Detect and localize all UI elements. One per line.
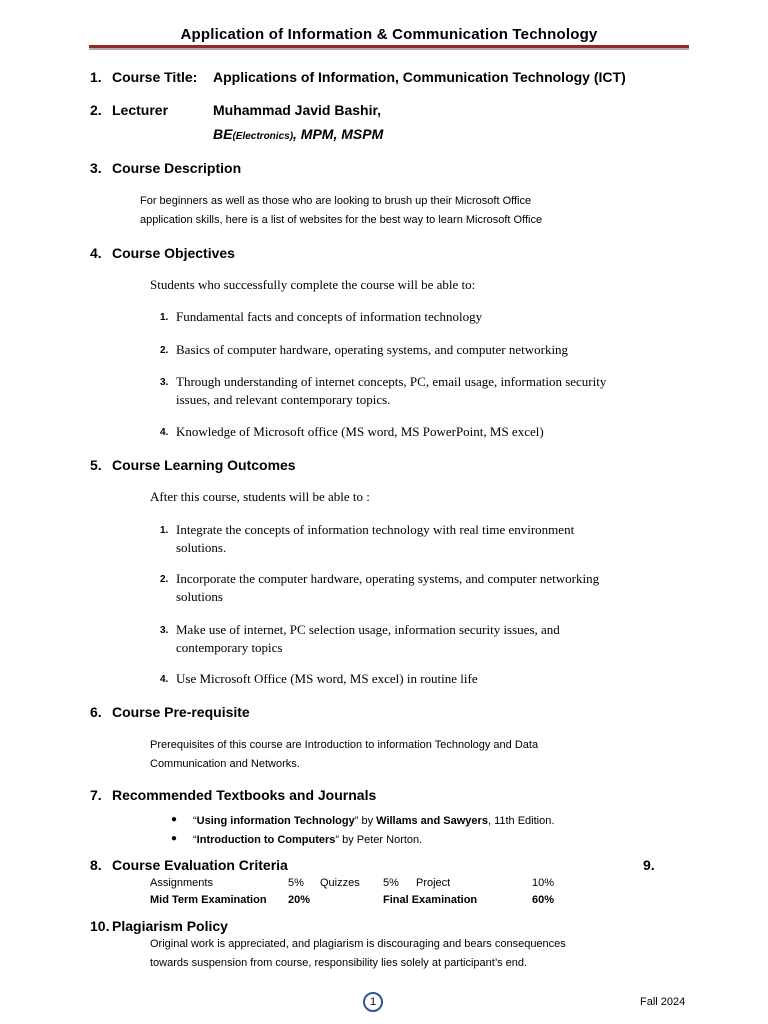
open-quote: “ [193,834,197,846]
list-number: 3. [160,377,169,388]
text-line: towards suspension from course, responsibility lies solely at participant’s end. [150,956,528,969]
text-line: Communication and Networks. [150,757,300,770]
section-number: 2. [90,102,102,118]
list-number: 4. [160,427,169,438]
text-line: Use Microsoft Office (MS word, MS excel) in routine life [176,671,478,686]
section-number: 5. [90,457,102,473]
objective-item [176,423,544,441]
section-number: 4. [90,245,102,261]
course-description-text [140,192,542,229]
lecturer-name: Muhammad Javid Bashir, [213,102,382,118]
book-author: Willams and Sawyers [376,815,488,827]
text-line: contemporary topics [176,640,283,655]
section-number: 6. [90,704,102,720]
section-number: 3. [90,160,102,176]
page-number: 1 [363,992,383,1012]
text-line: Through understanding of internet concepts, PC, email usage, information security [176,374,607,389]
evaluation-heading: Course Evaluation Criteria [112,857,288,873]
eval-midterm-value: 20% [288,894,311,906]
outcome-item [176,621,560,657]
text-line: solutions. [176,540,227,555]
section-number-9: 9. [643,857,655,873]
by-text: ” by [354,815,377,827]
degree-be: BE [213,126,233,142]
course-title-label: Course Title: [112,69,198,85]
eval-project-label: Project [416,877,451,889]
eval-midterm-label: Mid Term Examination [150,894,267,906]
textbook-item [193,831,422,850]
section-number: 10. [90,918,110,934]
text-line: solutions [176,589,223,604]
outcome-item [176,570,599,606]
text-line: Basics of computer hardware, operating systems, and computer networking [176,342,569,357]
text-line: Prerequisites of this course are Introduction to information Technology and Data [150,739,539,751]
eval-final-label: Final Examination [383,894,478,906]
text-line: Original work is appreciated, and plagiarism is discouraging and bears consequences [150,938,566,950]
pre-requisite-heading: Course Pre-requisite [112,704,250,720]
header-rule-shadow [89,48,689,50]
text-line: application skills, here is a list of websites for the best way to learn Microsoft Office [140,213,543,226]
bullet-icon: ● [171,814,178,825]
plagiarism-text [150,935,566,972]
learning-outcomes-heading: Course Learning Outcomes [112,457,296,473]
by-text: ” by Peter Norton. [335,834,423,846]
objective-item [176,373,606,409]
course-description-heading: Course Description [112,160,242,176]
objective-item [176,341,568,359]
text-line: Knowledge of Microsoft office (MS word, MS PowerPoint, MS excel) [176,424,544,439]
plagiarism-heading: Plagiarism Policy [112,918,228,934]
section-number: 1. [90,69,102,85]
eval-quizzes-label: Quizzes [320,877,360,889]
text-line: issues, and relevant contemporary topics. [176,392,391,407]
section-number: 8. [90,857,102,873]
section-number: 7. [90,787,102,803]
eval-quizzes-value: 5% [383,877,399,889]
list-number: 1. [160,525,169,536]
outcome-item [176,670,478,688]
document-header-title: Application of Information & Communication Technology [180,26,598,43]
text-line: Incorporate the computer hardware, operating systems, and computer networking [176,571,600,586]
list-number: 1. [160,312,169,323]
objectives-intro: Students who successfully complete the course will be able to: [150,277,476,292]
course-title-value: Applications of Information, Communication Technology (ICT) [213,69,626,85]
footer-term: Fall 2024 [640,996,686,1008]
lecturer-label: Lecturer [112,102,169,118]
book-edition: , 11th Edition. [487,815,555,827]
pre-requisite-text [150,736,538,773]
degree-rest: , MPM, MSPM [293,126,384,142]
degree-be-field: (Electronics) [232,131,294,142]
list-number: 2. [160,345,169,356]
open-quote: “ [193,815,197,827]
book-title: Introduction to Computers [196,834,336,846]
list-number: 2. [160,574,169,585]
eval-project-value: 10% [532,877,555,889]
textbooks-heading: Recommended Textbooks and Journals [112,787,377,803]
text-line: Make use of internet, PC selection usage, information security issues, and [176,622,560,637]
course-objectives-heading: Course Objectives [112,245,235,261]
book-title: Using information Technology [196,815,355,827]
text-line: Fundamental facts and concepts of information technology [176,309,483,324]
text-line: For beginners as well as those who are looking to brush up their Microsoft Office [140,195,532,207]
outcomes-intro: After this course, students will be able to : [150,489,370,504]
bullet-icon: ● [171,833,178,844]
textbook-item [193,812,554,831]
text-line: Integrate the concepts of information technology with real time environment [176,522,575,537]
list-number: 4. [160,674,169,685]
lecturer-degrees [213,126,383,142]
outcome-item [176,521,574,557]
eval-assignments-value: 5% [288,877,304,889]
list-number: 3. [160,625,169,636]
eval-assignments-label: Assignments [150,877,213,889]
eval-final-value: 60% [532,894,555,906]
objective-item [176,308,482,326]
